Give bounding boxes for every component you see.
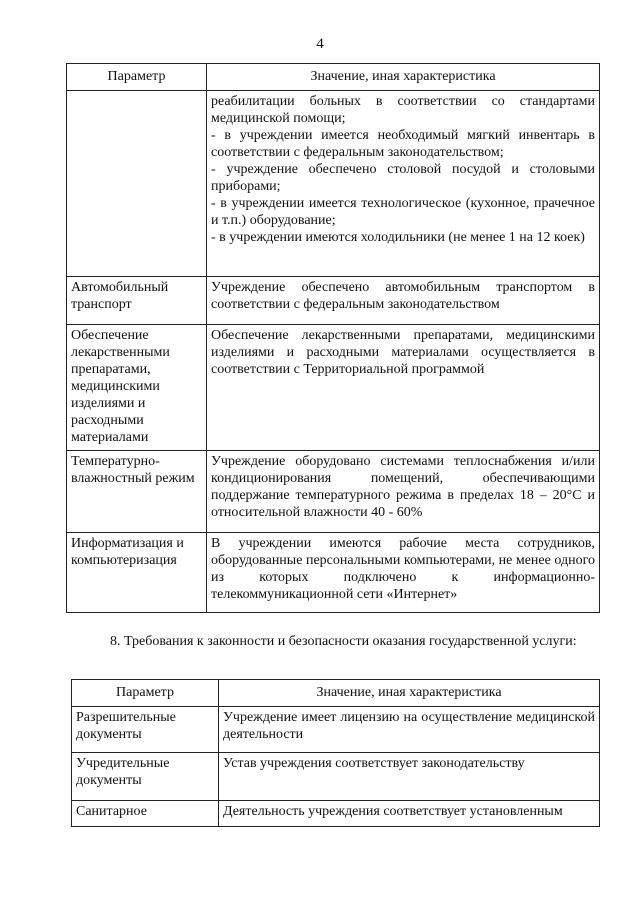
column-header-parameter: Параметр bbox=[67, 64, 207, 91]
value-line: - в учреждении имеется технологическое (кухонное, прачечное и т.п.) оборудование; bbox=[211, 196, 595, 228]
value-cell: Учреждение имеет лицензию на осуществление медицинской деятельности bbox=[219, 707, 600, 753]
column-header-value: Значение, иная характеристика bbox=[207, 64, 600, 91]
value-line: - учреждение обеспечено столовой посудой и столовыми приборами; bbox=[211, 162, 595, 194]
section-8-heading: 8. Требования к законности и безопасности оказания государственной услуги: bbox=[110, 634, 577, 649]
value-cell bbox=[207, 91, 600, 277]
table-row bbox=[72, 753, 600, 801]
parameters-table bbox=[66, 63, 600, 613]
table-row bbox=[72, 801, 600, 827]
parameter-cell: Обеспечение лекарственными препаратами, медицинскими изделиями и расходными материалами bbox=[67, 325, 207, 451]
column-header-parameter: Параметр bbox=[72, 680, 219, 707]
table-header-row bbox=[72, 680, 600, 707]
value-cell: Учреждение оборудовано системами теплоснабжения и/или кондиционирования помещений, обеспечивающими поддержание температурного режима в пределах 18 – 20°С и относительной влажности 40 - 60% bbox=[207, 451, 600, 533]
value-line: - в учреждении имеется необходимый мягкий инвентарь в соответствии с федеральным законодательством; bbox=[211, 128, 595, 160]
parameter-cell bbox=[67, 91, 207, 277]
value-cell: Устав учреждения соответствует законодательству bbox=[219, 753, 600, 801]
legality-table bbox=[71, 679, 600, 827]
value-line: - в учреждении имеются холодильники (не менее 1 на 12 коек) bbox=[211, 230, 585, 245]
page-number: 4 bbox=[316, 36, 324, 52]
table-row bbox=[72, 707, 600, 753]
value-cell: В учреждении имеются рабочие места сотрудников, оборудованные персональными компьютерами, не менее одного из которых подключено к информационно-телекоммуникационной сети «Интернет» bbox=[207, 533, 600, 613]
table-row bbox=[67, 325, 600, 451]
table-row bbox=[67, 451, 600, 533]
parameter-cell: Учредительные документы bbox=[72, 753, 219, 801]
parameter-cell: Информатизация и компьютеризация bbox=[67, 533, 207, 613]
parameter-cell: Автомобильный транспорт bbox=[67, 277, 207, 325]
table-row bbox=[67, 277, 600, 325]
column-header-value: Значение, иная характеристика bbox=[219, 680, 600, 707]
value-cell: Учреждение обеспечено автомобильным транспортом в соответствии с федеральным законодательством bbox=[207, 277, 600, 325]
value-cell: Обеспечение лекарственными препаратами, медицинскими изделиями и расходными материалами осуществляется в соответствии с Территориальной программой bbox=[207, 325, 600, 451]
table-header-row bbox=[67, 64, 600, 91]
table-row bbox=[67, 91, 600, 277]
parameter-cell: Разрешительные документы bbox=[72, 707, 219, 753]
value-cell: Деятельность учреждения соответствует установленным bbox=[219, 801, 600, 827]
value-line: реабилитации больных в соответствии со стандартами медицинской помощи; bbox=[211, 94, 595, 126]
parameter-cell: Температурно-влажностный режим bbox=[67, 451, 207, 533]
parameter-cell: Санитарное bbox=[72, 801, 219, 827]
table-row bbox=[67, 533, 600, 613]
